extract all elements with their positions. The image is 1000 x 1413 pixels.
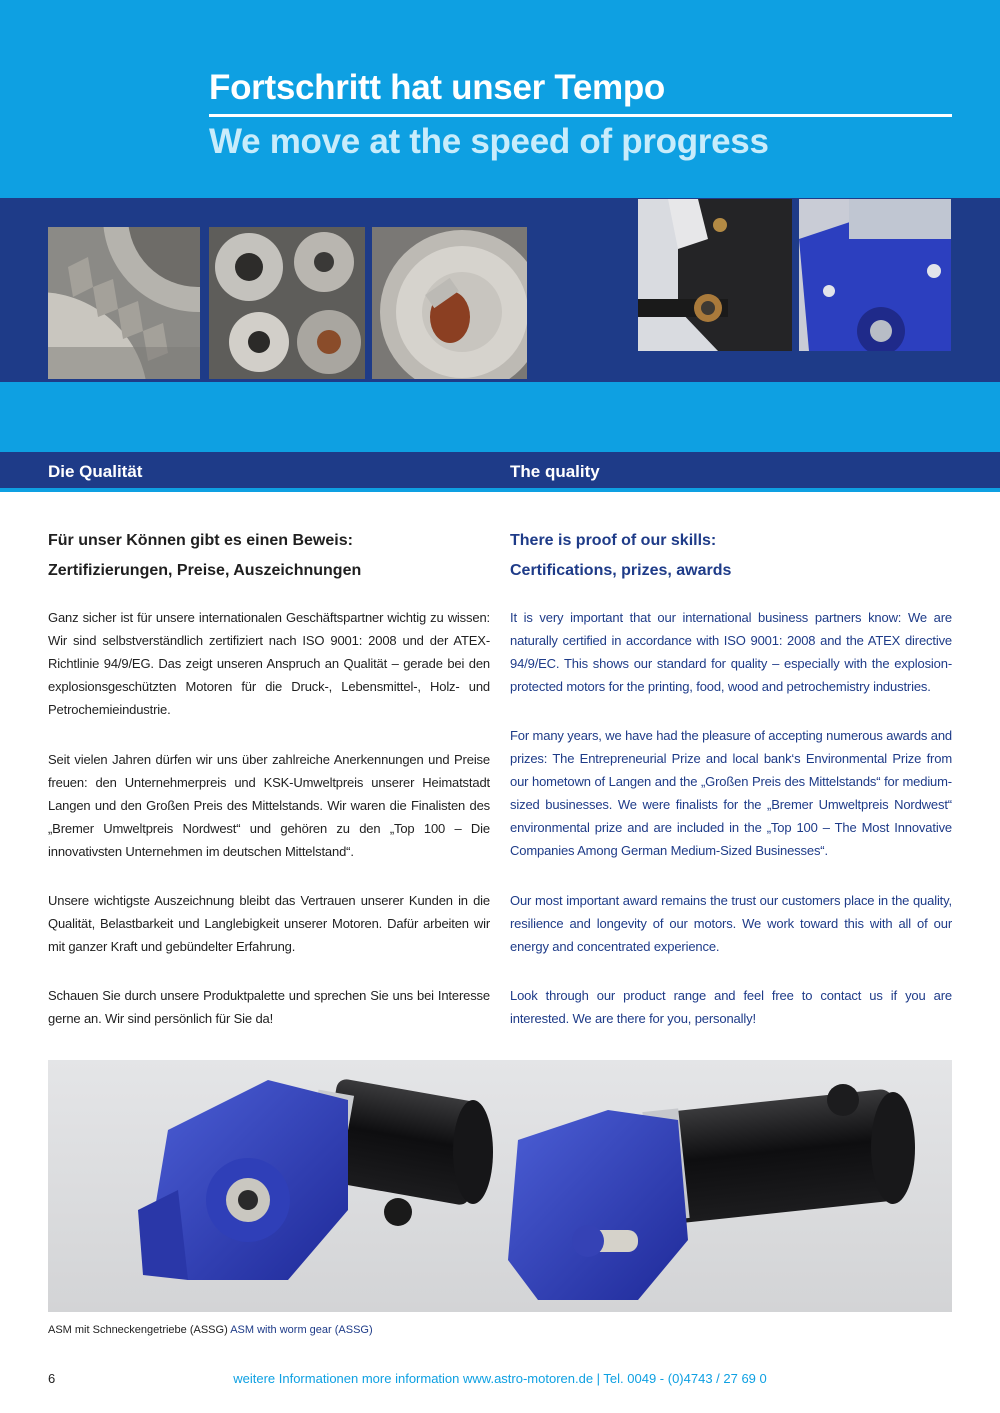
english-paragraph-3: Our most important award remains the trust our customers place in the quality, resilience and longevity of our motors. We work toward this with all of our energy and concentrated experience. — [510, 893, 952, 955]
page-title-english: We move at the speed of progress — [209, 122, 769, 161]
section-label-german: Die Qualität — [48, 462, 143, 481]
german-heading-line1: Für unser Können gibt es einen Beweis: — [48, 532, 353, 549]
caption-english: ASM with worm gear (ASSG) — [230, 1324, 373, 1336]
page-number: 6 — [48, 1371, 56, 1386]
asm-worm-gear-motors-photo — [48, 1060, 952, 1312]
footer-contact — [0, 1371, 1000, 1386]
gear-wheel-shaft-photo — [372, 227, 527, 379]
motor-flange-bearing-photo — [638, 199, 792, 351]
english-paragraph-2: For many years, we have had the pleasure of accepting numerous awards and prizes: The Entrepreneurial Prize and local bank‘s Environmental Prize from our hometown of Langen and the „Großen Preis des Mittelstands“ for medium-sized businesses. We were finalists for the „Bremer Umweltpreis Nordwest“ environmental prize and are included in the „Top 100 – The Most Innovative Companies Among German Medium-Sized Businesses“. — [510, 728, 952, 859]
section-header-stripe — [0, 488, 1000, 492]
german-heading — [48, 526, 490, 586]
motor-internals-photo — [209, 227, 365, 379]
section-label-english: The quality — [510, 462, 600, 481]
title-divider — [209, 114, 952, 117]
german-paragraph-1: Ganz sicher ist für unsere internationalen Geschäftspartner wichtig zu wissen: Wir sind selbstverständlich zertifiziert nach ISO 9001: 2008 und der ATEX-Richtlinie 94/9/EG. Das zeigt unseren Anspruch an Qualität – gerade bei den explosionsgeschützten Motoren für die Druck-, Lebensmittel-, Holz- und Petrochemieindustrie. — [48, 610, 490, 718]
section-header-bar — [0, 452, 1000, 488]
photo-band-lower — [0, 382, 1000, 452]
english-heading-line1: There is proof of our skills: — [510, 532, 717, 549]
german-paragraph-4: Schauen Sie durch unsere Produktpalette und sprechen Sie uns bei Interesse gerne an. Wir sind persönlich für Sie da! — [48, 988, 490, 1027]
german-paragraph-2: Seit vielen Jahren dürfen wir uns über zahlreiche Anerkennungen und Preise freuen: den Unternehmerpreis und KSK-Umweltpreis unserer Heimatstadt Langen und den Großen Preis des Mittelstands. Wir waren die Finalisten des „Bremer Umweltpreis Nordwest“ und gehören zu den „Top 100 – Die innovativsten Unternehmen im deutschen Mittelstand“. — [48, 752, 490, 860]
english-heading — [510, 526, 952, 586]
blue-gear-housing-photo — [799, 199, 951, 351]
product-caption — [48, 1324, 373, 1336]
footer-contact-text: weitere Informationen more information www.astro-motoren.de | Tel. 0049 - (0)4743 / 27 69 0 — [233, 1371, 767, 1386]
english-paragraph-4: Look through our product range and feel free to contact us if you are interested. We are there for you, personally! — [510, 988, 952, 1027]
german-heading-line2: Zertifizierungen, Preise, Auszeichnungen — [48, 562, 362, 579]
page-title-german: Fortschritt hat unser Tempo — [209, 68, 666, 107]
caption-german: ASM mit Schneckengetriebe (ASSG) — [48, 1324, 228, 1336]
english-heading-line2: Certifications, prizes, awards — [510, 562, 732, 579]
gear-teeth-closeup-photo — [48, 227, 200, 379]
german-paragraph-3: Unsere wichtigste Auszeichnung bleibt das Vertrauen unserer Kunden in die Qualität, Belastbarkeit und Langlebigkeit unserer Motoren. Dafür arbeiten wir mit ganzer Kraft und gebündelter Erfahrung. — [48, 893, 490, 955]
english-paragraph-1: It is very important that our international business partners know: We are naturally certified in accordance with ISO 9001: 2008 and the ATEX directive 94/9/EC. This shows our standard for quality – especially with the explosion-protected motors for the printing, food, wood and petrochemistry industries. — [510, 610, 952, 695]
